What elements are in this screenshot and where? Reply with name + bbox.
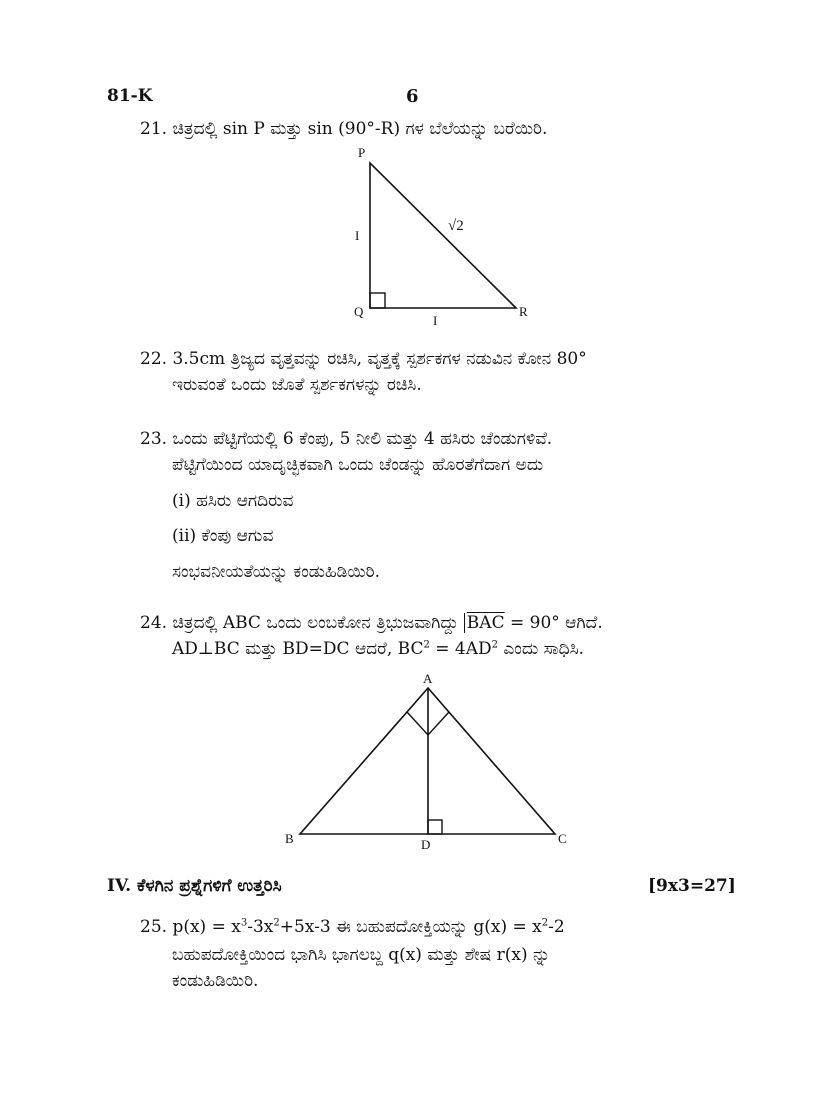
section-marks: [9x3=27] xyxy=(648,876,736,896)
poly-p-cont: -3x xyxy=(247,917,274,937)
page-number: 6 xyxy=(406,86,419,107)
triangle-pqr-figure xyxy=(354,145,528,328)
poly-g-rest: -2 xyxy=(548,917,565,937)
question-number: 25. xyxy=(140,917,168,937)
question-number: 24. xyxy=(140,613,168,633)
question-text-line1: 3.5cm ತ್ರಿಜ್ಯದ ವೃತ್ತವನ್ನು ರಚಿಸಿ, ವೃತ್ತಕ್ಕೆ ಸ್ಪರ್ಶಕಗಳ ನಡುವಿನ ಕೋನ 80° xyxy=(172,349,587,369)
question-text: ಚಿತ್ರದಲ್ಲಿ sin P ಮತ್ತು sin (90°-R) ಗಳ ಬೆಲೆಯನ್ನು ಬರೆಯಿರಿ. xyxy=(172,119,548,139)
right-angle-marker-d xyxy=(428,820,442,834)
angle-bac: $\overline{BAC}$ xyxy=(464,613,505,633)
vertex-label-d: D xyxy=(421,837,431,852)
question-24 xyxy=(140,610,603,662)
question-text-line3: ಸಂಭವನೀಯತೆಯನ್ನು ಕಂಡುಹಿಡಿಯಿರಿ. xyxy=(172,562,380,582)
triangle-abc-figure xyxy=(285,671,567,852)
question-22 xyxy=(140,346,587,398)
question-text-line2: ಪೆಟ್ಟಿಗೆಯಿಂದ ಯಾದೃಚ್ಛಿಕವಾಗಿ ಒಂದು ಚೆಂಡನ್ನು ಹೊರತೆಗೆದಾಗ ಅದು xyxy=(172,455,544,475)
superscript: 2 xyxy=(273,917,280,929)
vertex-label-b: B xyxy=(285,831,294,846)
vertex-label-c: C xyxy=(558,831,567,846)
question-23 xyxy=(140,426,552,478)
question-text-line3: ಕಂಡುಹಿಡಿಯಿರಿ. xyxy=(172,971,259,991)
question-text-line2b: = 4AD xyxy=(429,639,492,659)
section-title: IV. ಕೆಳಗಿನ ಪ್ರಶ್ನೆಗಳಿಗೆ ಉತ್ತರಿಸಿ xyxy=(107,876,282,896)
question-text-line1b: = 90° ಆಗಿದೆ. xyxy=(504,613,603,633)
option-ii: (ii) ಕೆಂಪು ಆಗುವ xyxy=(172,526,274,546)
vertex-label-p: P xyxy=(358,145,366,160)
question-text-line2: ಬಹುಪದೋಕ್ತಿಯಿಂದ ಭಾಗಿಸಿ ಭಾಗಲಬ್ದ q(x) ಮತ್ತು ಶೇಷ r(x) ನ್ನು xyxy=(172,945,551,965)
question-text-line2a: AD⊥BC ಮತ್ತು BD=DC ಆದರೆ, BC xyxy=(172,639,424,659)
question-number: 22. xyxy=(140,349,168,369)
superscript: 2 xyxy=(541,917,549,929)
side-label-pq: I xyxy=(355,228,360,243)
superscript: 3 xyxy=(240,917,248,929)
vertex-label-q: Q xyxy=(354,304,364,319)
question-number: 23. xyxy=(140,429,168,449)
triangle-pqr xyxy=(370,163,516,308)
question-number: 21. xyxy=(140,119,168,139)
question-25 xyxy=(140,914,565,994)
superscript: 2 xyxy=(491,639,498,651)
vertex-label-a: A xyxy=(423,671,433,686)
question-text-line1a: ಚಿತ್ರದಲ್ಲಿ ABC ಒಂದು ಲಂಬಕೋನ ತ್ರಿಭುಜವಾಗಿದ್ದು xyxy=(172,613,464,633)
superscript: 2 xyxy=(423,639,430,651)
option-i: (i) ಹಸಿರು ಆಗದಿರುವ xyxy=(172,491,294,511)
vertex-label-r: R xyxy=(519,304,528,319)
poly-p: p(x) = x xyxy=(172,917,241,937)
paper-code: 81-K xyxy=(107,86,153,106)
poly-p-rest: +5x-3 ಈ ಬಹುಪದೋಕ್ತಿಯನ್ನು g(x) = x xyxy=(279,917,542,937)
hypotenuse-label: √2 xyxy=(448,218,464,234)
question-text-line1: ಒಂದು ಪೆಟ್ಟಿಗೆಯಲ್ಲಿ 6 ಕೆಂಪು, 5 ನೀಲಿ ಮತ್ತು 4 ಹಸಿರು ಚೆಂಡುಗಳಿವೆ. xyxy=(172,429,553,449)
side-label-qr: I xyxy=(433,313,438,328)
question-text-line2c: ಎಂದು ಸಾಧಿಸಿ. xyxy=(497,639,585,659)
right-angle-marker-q xyxy=(370,293,385,308)
question-text-line2: ಇರುವಂತೆ ಒಂದು ಜೊತೆ ಸ್ಪರ್ಶಕಗಳನ್ನು ರಚಿಸಿ. xyxy=(172,375,422,395)
